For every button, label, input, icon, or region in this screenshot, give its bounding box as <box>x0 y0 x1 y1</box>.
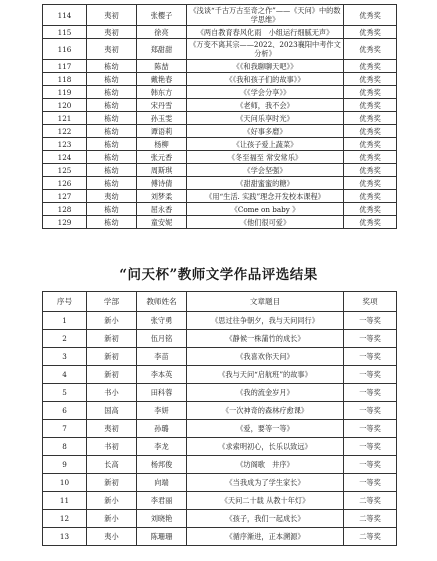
cell-name: 伍月铭 <box>137 330 187 348</box>
cell-school: 新小 <box>87 510 137 528</box>
cell-school: 书初 <box>87 438 137 456</box>
cell-school: 夷初 <box>87 420 137 438</box>
cell-level: 栋幼 <box>87 73 137 86</box>
table-row <box>43 164 397 177</box>
cell-no: 12 <box>43 510 87 528</box>
table-row <box>43 456 397 474</box>
cell-title: 《天问二十载 从教十年灯》 <box>187 492 344 510</box>
cell-award: 优秀奖 <box>344 216 397 229</box>
cell-award: 二等奖 <box>344 510 397 528</box>
cell-name: 屈永香 <box>137 203 187 216</box>
cell-no: 13 <box>43 528 87 546</box>
table-row <box>43 216 397 229</box>
cell-level: 栋幼 <box>87 125 137 138</box>
table-row <box>43 112 397 125</box>
cell-level: 栋幼 <box>87 99 137 112</box>
cell-no: 4 <box>43 366 87 384</box>
cell-name: 韩东方 <box>137 86 187 99</box>
cell-title: 《循序渐进，正本溯源》 <box>187 528 344 546</box>
cell-award: 优秀奖 <box>344 99 397 112</box>
header-no: 序号 <box>43 292 87 312</box>
cell-award: 优秀奖 <box>344 112 397 125</box>
cell-level: 栋幼 <box>87 216 137 229</box>
table-row <box>43 312 397 330</box>
cell-award: 二等奖 <box>344 528 397 546</box>
cell-school: 长高 <box>87 456 137 474</box>
cell-name: 李龙 <box>137 438 187 456</box>
cell-level: 夷幼 <box>87 190 137 203</box>
cell-title: 《孩子，我们一起成长》 <box>187 510 344 528</box>
cell-no: 129 <box>43 216 87 229</box>
cell-title: 《让孩子爱上蔬菜》 <box>187 138 344 151</box>
cell-title: 《坊阁歌 井序》 <box>187 456 344 474</box>
cell-name: 周斯琪 <box>137 164 187 177</box>
cell-level: 栋幼 <box>87 60 137 73</box>
cell-name: 李君丽 <box>137 492 187 510</box>
cell-title: 《浅谈“千古万古至奇之作”——《天问》中的数学思维》 <box>187 5 344 26</box>
cell-name: 张守勇 <box>137 312 187 330</box>
table-row <box>43 492 397 510</box>
cell-name: 郑甜甜 <box>137 39 187 60</box>
cell-school: 新初 <box>87 366 137 384</box>
cell-name: 杨邦俊 <box>137 456 187 474</box>
cell-no: 115 <box>43 26 87 39</box>
cell-school: 新初 <box>87 348 137 366</box>
cell-level: 栋幼 <box>87 164 137 177</box>
table-row <box>43 177 397 190</box>
cell-title: 《学会坚强》 <box>187 164 344 177</box>
cell-award: 一等奖 <box>344 330 397 348</box>
cell-name: 谭语莉 <box>137 125 187 138</box>
cell-title: 《两自教育春风化雨 小组运行细腻无声》 <box>187 26 344 39</box>
cell-name: 李本英 <box>137 366 187 384</box>
cell-title: 《Come on baby 》 <box>187 203 344 216</box>
table-row <box>43 348 397 366</box>
header-award: 奖项 <box>344 292 397 312</box>
cell-name: 戴艳春 <box>137 73 187 86</box>
table-row <box>43 151 397 164</box>
table-row <box>43 73 397 86</box>
cell-award: 优秀奖 <box>344 73 397 86</box>
table-row <box>43 138 397 151</box>
cell-award: 优秀奖 <box>344 60 397 73</box>
cell-title: 《《和我聊聊天吧》》 <box>187 60 344 73</box>
cell-no: 120 <box>43 99 87 112</box>
cell-award: 一等奖 <box>344 384 397 402</box>
cell-name: 张樱子 <box>137 5 187 26</box>
cell-no: 5 <box>43 384 87 402</box>
table-row <box>43 26 397 39</box>
cell-title: 《好事多磨》 <box>187 125 344 138</box>
table-row <box>43 474 397 492</box>
cell-no: 10 <box>43 474 87 492</box>
cell-level: 夷初 <box>87 39 137 60</box>
cell-school: 新小 <box>87 492 137 510</box>
table-header-row <box>43 292 397 312</box>
cell-award: 一等奖 <box>344 420 397 438</box>
cell-no: 124 <box>43 151 87 164</box>
cell-name: 童安妮 <box>137 216 187 229</box>
cell-name: 傅诗倩 <box>137 177 187 190</box>
cell-level: 栋幼 <box>87 86 137 99</box>
cell-award: 一等奖 <box>344 474 397 492</box>
cell-name: 刘梦柔 <box>137 190 187 203</box>
cell-award: 一等奖 <box>344 348 397 366</box>
cell-title: 《我喜欢你天问》 <box>187 348 344 366</box>
cell-no: 122 <box>43 125 87 138</box>
cell-award: 优秀奖 <box>344 151 397 164</box>
cell-level: 栋幼 <box>87 177 137 190</box>
cell-title: 《我与天问“启航班”的故事》 <box>187 366 344 384</box>
table-row <box>43 438 397 456</box>
cell-award: 优秀奖 <box>344 26 397 39</box>
header-teacher: 教师姓名 <box>137 292 187 312</box>
cell-no: 123 <box>43 138 87 151</box>
cell-no: 114 <box>43 5 87 26</box>
table-row <box>43 60 397 73</box>
cell-award: 优秀奖 <box>344 125 397 138</box>
cell-name: 陈喆 <box>137 60 187 73</box>
table-row <box>43 125 397 138</box>
cell-level: 夷初 <box>87 5 137 26</box>
cell-name: 宋丹雪 <box>137 99 187 112</box>
table-row <box>43 510 397 528</box>
cell-no: 119 <box>43 86 87 99</box>
cell-name: 杨柳 <box>137 138 187 151</box>
cell-school: 国高 <box>87 402 137 420</box>
cell-no: 125 <box>43 164 87 177</box>
cell-name: 徐亮 <box>137 26 187 39</box>
table-row <box>43 190 397 203</box>
cell-level: 栋幼 <box>87 138 137 151</box>
cell-level: 夷初 <box>87 26 137 39</box>
cell-level: 栋幼 <box>87 203 137 216</box>
cell-no: 8 <box>43 438 87 456</box>
cell-name: 刘晓艳 <box>137 510 187 528</box>
cell-no: 116 <box>43 39 87 60</box>
cell-title: 《求索明初心，长乐以致远》 <box>187 438 344 456</box>
cell-no: 1 <box>43 312 87 330</box>
cell-title: 《他们很可爱》 <box>187 216 344 229</box>
cell-award: 一等奖 <box>344 366 397 384</box>
cell-name: 田科蓉 <box>137 384 187 402</box>
cell-award: 优秀奖 <box>344 177 397 190</box>
cell-name: 李苗 <box>137 348 187 366</box>
cell-title: 《天问乐享时光》 <box>187 112 344 125</box>
table-row <box>43 402 397 420</box>
cell-title: 《《学会分享》》 <box>187 86 344 99</box>
table-row <box>43 420 397 438</box>
cell-no: 118 <box>43 73 87 86</box>
cell-award: 优秀奖 <box>344 164 397 177</box>
cell-level: 栋幼 <box>87 151 137 164</box>
literature-results-table <box>42 291 397 546</box>
cell-award: 优秀奖 <box>344 203 397 216</box>
section-title: “问天杯”教师文学作品评选结果 <box>119 267 318 283</box>
header-school: 学部 <box>87 292 137 312</box>
cell-no: 6 <box>43 402 87 420</box>
literature-table-body <box>43 312 397 546</box>
table-row <box>43 528 397 546</box>
cell-award: 一等奖 <box>344 438 397 456</box>
cell-name: 孙璐 <box>137 420 187 438</box>
cell-school: 新初 <box>87 474 137 492</box>
cell-award: 二等奖 <box>344 492 397 510</box>
cell-title: 《《我和孩子们的故事》》 <box>187 73 344 86</box>
cell-title: 《爱，要等一等》 <box>187 420 344 438</box>
cell-award: 一等奖 <box>344 312 397 330</box>
cell-level: 栋幼 <box>87 112 137 125</box>
table-row <box>43 384 397 402</box>
table-row <box>43 330 397 348</box>
award-table-continued <box>42 4 397 229</box>
table-row <box>43 366 397 384</box>
header-title: 文章题目 <box>187 292 344 312</box>
cell-award: 优秀奖 <box>344 190 397 203</box>
cell-school: 书小 <box>87 384 137 402</box>
cell-name: 孙玉雯 <box>137 112 187 125</box>
cell-title: 《一次神奇的森林疗愈课》 <box>187 402 344 420</box>
cell-name: 张元香 <box>137 151 187 164</box>
table-row <box>43 5 397 26</box>
cell-title: 《思过往争朝夕，我与天问同行》 <box>187 312 344 330</box>
cell-title: 《甜甜蜜蜜的糖》 <box>187 177 344 190</box>
cell-school: 夷小 <box>87 528 137 546</box>
cell-title: 《冬至福至 常安常乐》 <box>187 151 344 164</box>
cell-no: 117 <box>43 60 87 73</box>
cell-no: 3 <box>43 348 87 366</box>
cell-award: 优秀奖 <box>344 86 397 99</box>
table-row <box>43 203 397 216</box>
cell-no: 126 <box>43 177 87 190</box>
cell-title: 《静候一株蒲竹的成长》 <box>187 330 344 348</box>
cell-award: 一等奖 <box>344 402 397 420</box>
cell-no: 121 <box>43 112 87 125</box>
cell-award: 优秀奖 <box>344 39 397 60</box>
table-row <box>43 99 397 112</box>
cell-title: 《万变不离其宗——2022、2023襄阳中考作文分析》 <box>187 39 344 60</box>
cell-title: 《用“生活. 实践”理念开发校本课程》 <box>187 190 344 203</box>
cell-title: 《当我成为了学生家长》 <box>187 474 344 492</box>
cell-no: 7 <box>43 420 87 438</box>
cell-no: 127 <box>43 190 87 203</box>
cell-award: 一等奖 <box>344 456 397 474</box>
table-row <box>43 39 397 60</box>
cell-no: 11 <box>43 492 87 510</box>
cell-school: 新初 <box>87 330 137 348</box>
cell-name: 向端 <box>137 474 187 492</box>
cell-no: 128 <box>43 203 87 216</box>
cell-no: 2 <box>43 330 87 348</box>
cell-name: 陈珊珊 <box>137 528 187 546</box>
cell-award: 优秀奖 <box>344 5 397 26</box>
cell-school: 新小 <box>87 312 137 330</box>
cell-award: 优秀奖 <box>344 138 397 151</box>
cell-title: 《老师，我不会》 <box>187 99 344 112</box>
cell-title: 《我的流金岁月》 <box>187 384 344 402</box>
cell-name: 李妍 <box>137 402 187 420</box>
award-table-body <box>43 5 397 229</box>
table-row <box>43 86 397 99</box>
cell-no: 9 <box>43 456 87 474</box>
